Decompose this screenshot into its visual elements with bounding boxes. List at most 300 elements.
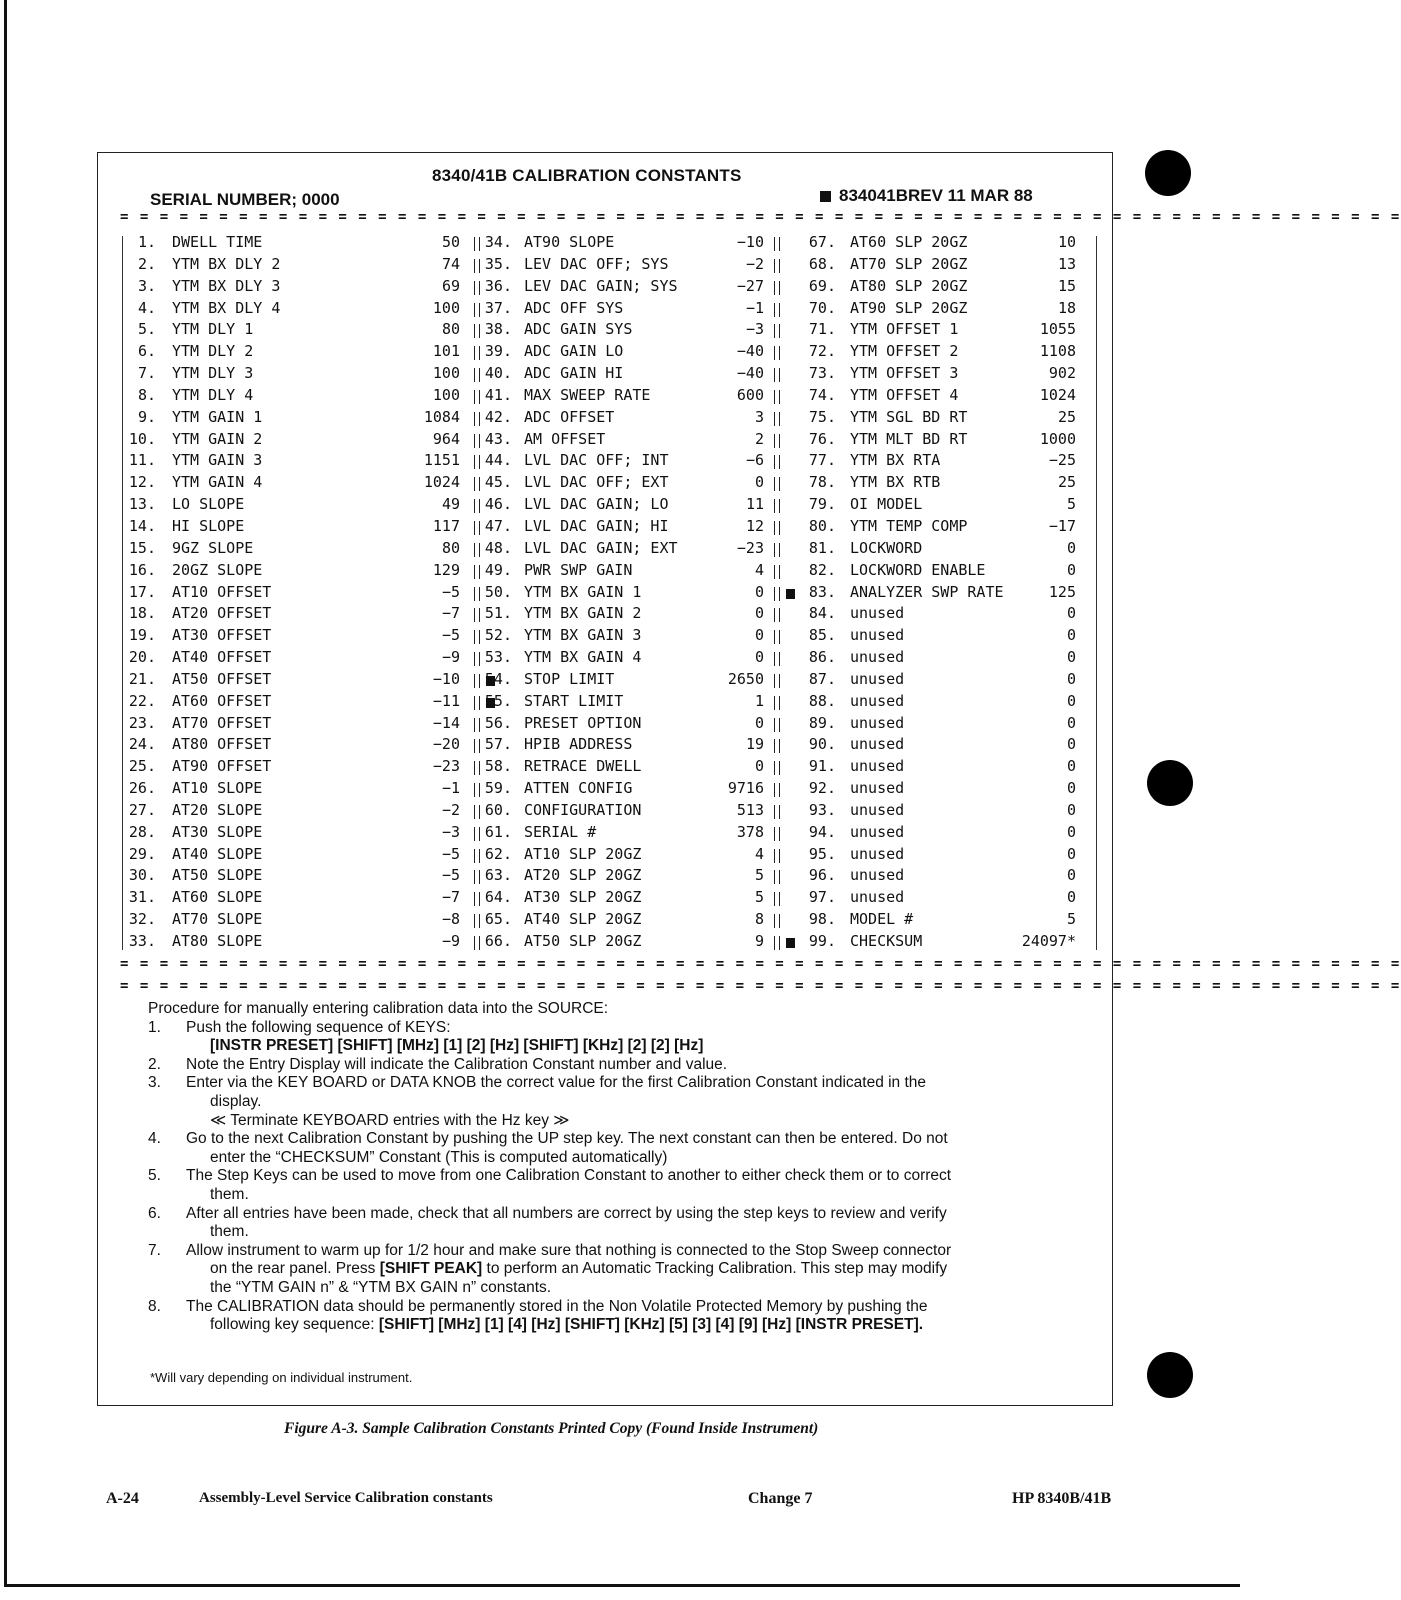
constant-value: −23: [432, 757, 460, 776]
constant-name: AT10 SLOPE: [172, 779, 263, 798]
constant-value: −27: [736, 276, 764, 295]
constant-value: 0: [754, 626, 764, 645]
constant-name: YTM BX GAIN 4: [524, 648, 642, 667]
step-text: After all entries have been made, check that all numbers are correct by using the step keys to review and verify: [186, 1204, 947, 1222]
constant-number: 3.: [137, 276, 156, 295]
constant-number: 99.: [808, 932, 836, 950]
column-separator: [474, 805, 480, 819]
column-separator: [474, 521, 480, 535]
constant-value: 0: [1066, 669, 1076, 688]
constant-number: 83.: [808, 582, 836, 601]
constant-name: AT60 SLP 20GZ: [850, 233, 968, 251]
constant-number: 22.: [128, 691, 156, 710]
constant-value: −5: [441, 866, 460, 885]
constant-value: −5: [441, 626, 460, 645]
footer-model: HP 8340B/41B: [1012, 1490, 1112, 1507]
constant-number: 92.: [808, 779, 836, 798]
step-number: 2.: [148, 1055, 161, 1073]
column-separator: [774, 434, 780, 448]
constant-number: 57.: [484, 735, 512, 754]
divider-rule: = = = = = = = = = = = = = = = = = = = = = = = = = = = = = = = = = = = = = = = = = = = = = = = = = = = = = = = = = = = = = = = = =: [120, 978, 1401, 994]
constant-name: YTM BX DLY 4: [172, 298, 281, 317]
constant-value: 5: [754, 866, 764, 885]
constant-value: 1055: [1039, 320, 1076, 339]
constant-name: unused: [850, 626, 905, 645]
constant-value: 80: [441, 320, 460, 339]
constant-name: MAX SWEEP RATE: [524, 385, 651, 404]
constant-name: YTM BX GAIN 1: [524, 582, 642, 601]
constant-number: 96.: [808, 866, 836, 885]
constant-value: 69: [441, 276, 460, 295]
column-separator: [474, 870, 480, 884]
column-separator: [474, 718, 480, 732]
constant-value: 0: [1066, 757, 1076, 776]
footer-change: Change 7: [748, 1490, 813, 1507]
column-separator: [474, 434, 480, 448]
constant-name: AT60 SLOPE: [172, 888, 263, 907]
constant-value: 18: [1057, 298, 1076, 317]
constant-value: −5: [441, 844, 460, 863]
column-separator: [474, 281, 480, 295]
constant-value: 15: [1057, 276, 1076, 295]
column-separator: [774, 783, 780, 797]
constant-value: 0: [754, 582, 764, 601]
step-text: to perform an Automatic Tracking Calibration. This step may modify: [486, 1260, 948, 1278]
constant-name: YTM BX RTB: [850, 473, 941, 492]
constant-number: 52.: [484, 626, 512, 645]
constant-name: YTM BX GAIN 2: [524, 604, 642, 623]
column-separator: [474, 936, 480, 950]
constant-value: −7: [441, 888, 460, 907]
constant-number: 15.: [128, 538, 156, 557]
constant-value: −25: [1048, 451, 1076, 470]
step-text: The CALIBRATION data should be permanently stored in the Non Volatile Protected Memory by pushing the: [186, 1297, 928, 1315]
constant-value: −6: [745, 451, 764, 470]
constant-value: 100: [432, 298, 460, 317]
sheet-title: 8340/41B CALIBRATION CONSTANTS: [432, 166, 742, 185]
constant-name: AT10 SLP 20GZ: [524, 844, 642, 863]
constant-value: 0: [1066, 538, 1076, 557]
binder-hole: [1145, 150, 1191, 196]
constant-number: 71.: [808, 320, 836, 339]
constant-name: YTM DLY 3: [172, 364, 254, 383]
constant-name: LVL DAC GAIN; HI: [524, 516, 669, 535]
constant-number: 37.: [484, 298, 512, 317]
constant-number: 80.: [808, 516, 836, 535]
constant-name: AT20 SLP 20GZ: [524, 866, 642, 885]
constant-value: −3: [745, 320, 764, 339]
constant-name: SERIAL #: [524, 822, 597, 841]
constant-number: 44.: [484, 451, 512, 470]
column-separator: [474, 652, 480, 666]
constant-value: 513: [736, 800, 764, 819]
constant-value: 1024: [423, 473, 460, 492]
constant-name: AM OFFSET: [524, 429, 606, 448]
constant-value: 378: [736, 822, 764, 841]
constant-number: 41.: [484, 385, 512, 404]
constant-number: 10.: [128, 429, 156, 448]
constant-value: 0: [1066, 604, 1076, 623]
column-separator: [474, 455, 480, 469]
constant-value: 0: [1066, 626, 1076, 645]
column-separator: [774, 259, 780, 273]
constant-number: 97.: [808, 888, 836, 907]
constant-value: 0: [1066, 866, 1076, 885]
binder-hole: [1147, 1352, 1193, 1398]
column-separator: [774, 761, 780, 775]
constant-name: MODEL #: [850, 910, 914, 929]
column-separator: [474, 630, 480, 644]
constant-name: AT50 OFFSET: [172, 669, 272, 688]
constant-number: 86.: [808, 648, 836, 667]
constant-number: 91.: [808, 757, 836, 776]
column-separator: [774, 346, 780, 360]
square-marker-icon: [786, 938, 795, 948]
column-separator: [774, 237, 780, 251]
constant-value: −8: [441, 910, 460, 929]
column-separator: [774, 521, 780, 535]
constant-value: 25: [1057, 407, 1076, 426]
constant-number: 75.: [808, 407, 836, 426]
constant-name: LEV DAC OFF; SYS: [524, 254, 669, 273]
constant-number: 50.: [484, 582, 512, 601]
constant-number: 29.: [128, 844, 156, 863]
constant-value: 1024: [1039, 385, 1076, 404]
procedure-step: [148, 1205, 1108, 1224]
constant-name: AT30 OFFSET: [172, 626, 272, 645]
constant-name: unused: [850, 866, 905, 885]
column-separator: [774, 587, 780, 601]
footer-section-title: Assembly-Level Service Calibration constants: [199, 1490, 493, 1506]
constant-value: 9716: [727, 779, 764, 798]
constant-name: RETRACE DWELL: [524, 757, 642, 776]
constant-number: 23.: [128, 713, 156, 732]
constant-value: 0: [1066, 800, 1076, 819]
constant-name: LVL DAC GAIN; EXT: [524, 538, 678, 557]
constant-value: 100: [432, 385, 460, 404]
constant-name: YTM DLY 2: [172, 342, 254, 361]
procedure-heading: Procedure for manually entering calibration data into the SOURCE:: [148, 1000, 609, 1017]
column-separator: [474, 608, 480, 622]
serial-number: SERIAL NUMBER; 0000: [150, 190, 340, 209]
constant-number: 30.: [128, 866, 156, 885]
constant-name: YTM OFFSET 4: [850, 385, 959, 404]
constant-number: 6.: [137, 342, 156, 361]
column-separator: [774, 499, 780, 513]
constant-name: AT40 SLP 20GZ: [524, 910, 642, 929]
constant-value: −40: [736, 342, 764, 361]
table-right-border: [1096, 236, 1099, 950]
footer-page-number: A-24: [106, 1490, 139, 1507]
constant-number: 85.: [808, 626, 836, 645]
constant-number: 19.: [128, 626, 156, 645]
constant-name: OI MODEL: [850, 495, 923, 514]
constant-value: 0: [1066, 888, 1076, 907]
step-continuation: [148, 1260, 1108, 1279]
key-sequence: [SHIFT] [MHz] [1] [4] [Hz] [SHIFT] [KHz] [5] [3] [4] [9] [Hz] [INSTR PRESET].: [378, 1316, 924, 1334]
constant-number: 16.: [128, 560, 156, 579]
constant-value: 12: [745, 516, 764, 535]
column-separator: [474, 390, 480, 404]
constant-name: LVL DAC OFF; INT: [524, 451, 669, 470]
column-separator: [474, 739, 480, 753]
constant-value: −17: [1048, 516, 1076, 535]
constant-number: 74.: [808, 385, 836, 404]
constant-number: 64.: [484, 888, 512, 907]
square-marker-icon: [786, 589, 795, 599]
constant-name: unused: [850, 669, 905, 688]
constant-name: LOCKWORD: [850, 538, 923, 557]
constant-number: 53.: [484, 648, 512, 667]
column-separator: [474, 696, 480, 710]
constant-name: YTM OFFSET 2: [850, 342, 959, 361]
constant-value: 19: [745, 735, 764, 754]
key-name: [SHIFT PEAK]: [379, 1260, 483, 1278]
constant-value: 8: [754, 910, 764, 929]
column-separator: [474, 783, 480, 797]
constant-name: AT30 SLP 20GZ: [524, 888, 642, 907]
constant-name: PWR SWP GAIN: [524, 560, 633, 579]
column-separator: [774, 390, 780, 404]
constant-name: ADC GAIN SYS: [524, 320, 633, 339]
column-separator: [774, 696, 780, 710]
step-number: 7.: [148, 1241, 161, 1259]
constant-number: 88.: [808, 691, 836, 710]
column-separator: [774, 565, 780, 579]
column-separator: [774, 368, 780, 382]
constant-name: AT50 SLP 20GZ: [524, 932, 642, 950]
procedure-step: [148, 1298, 1108, 1317]
constant-number: 13.: [128, 495, 156, 514]
constant-number: 14.: [128, 516, 156, 535]
constant-number: 48.: [484, 538, 512, 557]
constant-name: AT80 SLP 20GZ: [850, 276, 968, 295]
procedure-step: [148, 1167, 1108, 1186]
constant-name: PRESET OPTION: [524, 713, 642, 732]
step-number: 1.: [148, 1018, 161, 1036]
constant-value: 0: [754, 757, 764, 776]
constant-number: 28.: [128, 822, 156, 841]
constant-number: 46.: [484, 495, 512, 514]
constant-name: CONFIGURATION: [524, 800, 642, 819]
constant-value: 2: [754, 429, 764, 448]
column-separator: [474, 303, 480, 317]
step-number: 3.: [148, 1074, 161, 1092]
constant-number: 8.: [137, 385, 156, 404]
column-separator: [474, 827, 480, 841]
constant-name: AT90 OFFSET: [172, 757, 272, 776]
column-separator: [474, 587, 480, 601]
constant-value: 74: [441, 254, 460, 273]
column-separator: [474, 237, 480, 251]
constant-number: 94.: [808, 822, 836, 841]
constant-name: unused: [850, 779, 905, 798]
step-note: ≪ Terminate KEYBOARD entries with the Hz key ≫: [210, 1111, 570, 1129]
constant-value: 0: [1066, 713, 1076, 732]
constant-value: 13: [1057, 254, 1076, 273]
constant-name: YTM OFFSET 3: [850, 364, 959, 383]
constant-value: 100: [432, 364, 460, 383]
column-separator: [774, 718, 780, 732]
constant-number: 20.: [128, 648, 156, 667]
constant-number: 78.: [808, 473, 836, 492]
constant-number: 39.: [484, 342, 512, 361]
constant-number: 31.: [128, 888, 156, 907]
constant-number: 17.: [128, 582, 156, 601]
constant-value: −10: [432, 669, 460, 688]
column-separator: [774, 914, 780, 928]
constant-name: HI SLOPE: [172, 516, 245, 535]
constant-name: YTM BX DLY 3: [172, 276, 281, 295]
constant-number: 72.: [808, 342, 836, 361]
constant-value: 964: [432, 429, 460, 448]
constant-value: 4: [754, 560, 764, 579]
square-marker-icon: [820, 191, 831, 202]
constant-number: 1.: [137, 233, 156, 251]
step-text: Go to the next Calibration Constant by pushing the UP step key. The next constant can then be entered. Do not: [186, 1130, 948, 1148]
binder-hole: [1147, 760, 1193, 806]
column-separator: [774, 936, 780, 950]
procedure-step: [148, 1074, 1108, 1093]
constant-number: 61.: [484, 822, 512, 841]
column-separator: [474, 412, 480, 426]
constant-name: unused: [850, 888, 905, 907]
column-separator: [474, 346, 480, 360]
constant-name: DWELL TIME: [172, 233, 263, 251]
column-separator: [774, 630, 780, 644]
step-text: Allow instrument to warm up for 1/2 hour and make sure that nothing is connected to the Stop Sweep connector: [186, 1241, 952, 1259]
constant-value: −11: [432, 691, 460, 710]
page-edge: [4, 0, 7, 1585]
footnote: *Will vary depending on individual instrument.: [150, 1370, 413, 1385]
column-separator: [774, 892, 780, 906]
column-separator: [474, 543, 480, 557]
constant-number: 62.: [484, 844, 512, 863]
constant-name: AT40 OFFSET: [172, 648, 272, 667]
constant-value: 5: [1066, 910, 1076, 929]
constant-name: AT70 SLP 20GZ: [850, 254, 968, 273]
constant-number: 59.: [484, 779, 512, 798]
constant-name: LVL DAC OFF; EXT: [524, 473, 669, 492]
constant-value: 49: [441, 495, 460, 514]
constant-name: AT60 OFFSET: [172, 691, 272, 710]
constant-name: LO SLOPE: [172, 495, 245, 514]
constant-value: 0: [1066, 735, 1076, 754]
column-separator: [774, 455, 780, 469]
constant-number: 45.: [484, 473, 512, 492]
constant-name: ADC OFF SYS: [524, 298, 624, 317]
constant-value: −2: [745, 254, 764, 273]
column-separator: [474, 324, 480, 338]
constant-name: YTM GAIN 2: [172, 429, 263, 448]
constant-number: 63.: [484, 866, 512, 885]
constant-name: AT70 OFFSET: [172, 713, 272, 732]
constant-number: 21.: [128, 669, 156, 688]
constant-value: 129: [432, 560, 460, 579]
constant-value: 600: [736, 385, 764, 404]
constant-value: 0: [1066, 691, 1076, 710]
constant-name: AT10 OFFSET: [172, 582, 272, 601]
constant-name: YTM MLT BD RT: [850, 429, 968, 448]
procedure-step: [148, 1056, 1108, 1075]
constant-name: unused: [850, 735, 905, 754]
constant-value: 10: [1057, 233, 1076, 251]
revision-text: 834041BREV 11 MAR 88: [839, 186, 1033, 205]
constant-number: 66.: [484, 932, 512, 950]
constant-value: 11: [745, 495, 764, 514]
procedure-section: [148, 1000, 1108, 1335]
constant-number: 25.: [128, 757, 156, 776]
step-continuation: the “YTM GAIN n” & “YTM BX GAIN n” constants.: [210, 1278, 552, 1296]
constant-name: LEV DAC GAIN; SYS: [524, 276, 678, 295]
constant-name: unused: [850, 713, 905, 732]
constant-name: AT90 SLOPE: [524, 233, 615, 251]
constant-number: 40.: [484, 364, 512, 383]
constant-value: 125: [1048, 582, 1076, 601]
column-separator: [474, 565, 480, 579]
column-separator: [774, 303, 780, 317]
constant-number: 60.: [484, 800, 512, 819]
step-number: 6.: [148, 1204, 161, 1222]
constant-name: AT80 SLOPE: [172, 932, 263, 950]
constant-number: 12.: [128, 473, 156, 492]
constant-value: 0: [754, 648, 764, 667]
constant-name: AT40 SLOPE: [172, 844, 263, 863]
constant-number: 65.: [484, 910, 512, 929]
constant-number: 98.: [808, 910, 836, 929]
constant-number: 90.: [808, 735, 836, 754]
column-separator: [474, 259, 480, 273]
constant-value: 1: [754, 691, 764, 710]
constant-number: 42.: [484, 407, 512, 426]
figure-caption: Figure A-3. Sample Calibration Constants Printed Copy (Found Inside Instrument): [284, 1420, 819, 1437]
constant-name: ANALYZER SWP RATE: [850, 582, 1004, 601]
constant-number: 24.: [128, 735, 156, 754]
revision-label: [820, 186, 1033, 206]
constant-name: ADC GAIN LO: [524, 342, 624, 361]
constant-number: 49.: [484, 560, 512, 579]
column-separator: [774, 870, 780, 884]
constant-number: 87.: [808, 669, 836, 688]
constant-value: −40: [736, 364, 764, 383]
constant-name: AT50 SLOPE: [172, 866, 263, 885]
step-continuation: them.: [210, 1223, 249, 1241]
constant-name: YTM DLY 1: [172, 320, 254, 339]
constant-name: unused: [850, 648, 905, 667]
procedure-step: [148, 1242, 1108, 1261]
constant-value: 5: [1066, 495, 1076, 514]
constant-value: 1000: [1039, 429, 1076, 448]
constant-value: 0: [754, 604, 764, 623]
constant-value: 0: [1066, 779, 1076, 798]
constant-number: 54.: [484, 669, 512, 688]
step-continuation: display.: [210, 1092, 262, 1110]
constant-number: 7.: [137, 364, 156, 383]
step-continuation: enter the “CHECKSUM” Constant (This is computed automatically): [210, 1148, 668, 1166]
constant-value: −2: [441, 800, 460, 819]
column-separator: [474, 499, 480, 513]
constant-value: −14: [432, 713, 460, 732]
constant-name: AT30 SLOPE: [172, 822, 263, 841]
constant-value: 117: [432, 516, 460, 535]
constant-number: 2.: [137, 254, 156, 273]
column-separator: [774, 827, 780, 841]
column-separator: [774, 805, 780, 819]
constant-number: 68.: [808, 254, 836, 273]
constant-name: HPIB ADDRESS: [524, 735, 633, 754]
constant-name: STOP LIMIT: [524, 669, 615, 688]
constant-value: −5: [441, 582, 460, 601]
